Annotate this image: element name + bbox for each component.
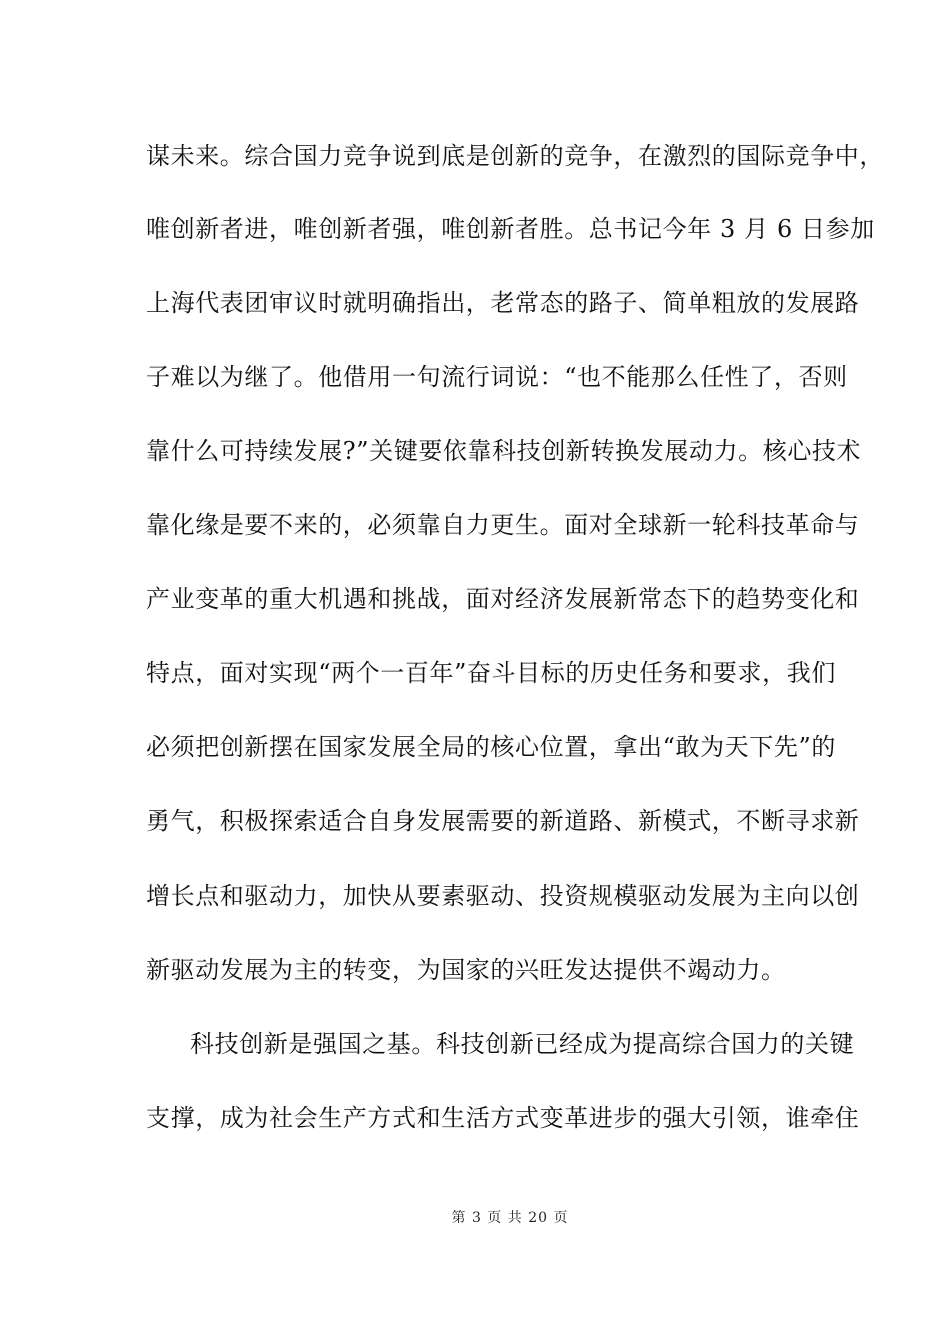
text-line-2: 唯创新者进，唯创新者强，唯创新者胜。总书记今年 3 月 6 日参加 [146,215,875,243]
text-line-4: 子难以为继了。他借用一句流行词说：“也不能那么任性了，否则 [146,363,848,391]
text-line-8: 特点，面对实现“两个一百年”奋斗目标的历史任务和要求，我们 [146,659,836,687]
page-footer [0,1208,950,1228]
text-line-5: 靠什么可持续发展?”关键要依靠科技创新转换发展动力。核心技术 [146,437,862,465]
text-line-1: 谋未来。综合国力竞争说到底是创新的竞争，在激烈的国际竞争中， [146,142,884,170]
text-line-9: 必须把创新摆在国家发展全局的核心位置，拿出“敢为天下先”的 [146,733,836,761]
text-line-10: 勇气，积极探索适合自身发展需要的新道路、新模式，不断寻求新 [146,807,860,835]
text-line-3: 上海代表团审议时就明确指出，老常态的路子、简单粗放的发展路 [146,289,860,317]
text-line-7: 产业变革的重大机遇和挑战，面对经济发展新常态下的趋势变化和 [146,585,860,613]
text-line-11: 增长点和驱动力，加快从要素驱动、投资规模驱动发展为主向以创 [146,882,860,910]
page-number: 第 3 页 共 20 页 [451,1210,569,1226]
text-line-13: 科技创新是强国之基。科技创新已经成为提高综合国力的关键 [190,1030,855,1058]
text-line-14: 支撑，成为社会生产方式和生活方式变革进步的强大引领，谁牵住 [146,1104,860,1132]
text-line-6: 靠化缘是要不来的，必须靠自力更生。面对全球新一轮科技革命与 [146,511,860,539]
text-line-12: 新驱动发展为主的转变，为国家的兴旺发达提供不竭动力。 [146,956,786,984]
